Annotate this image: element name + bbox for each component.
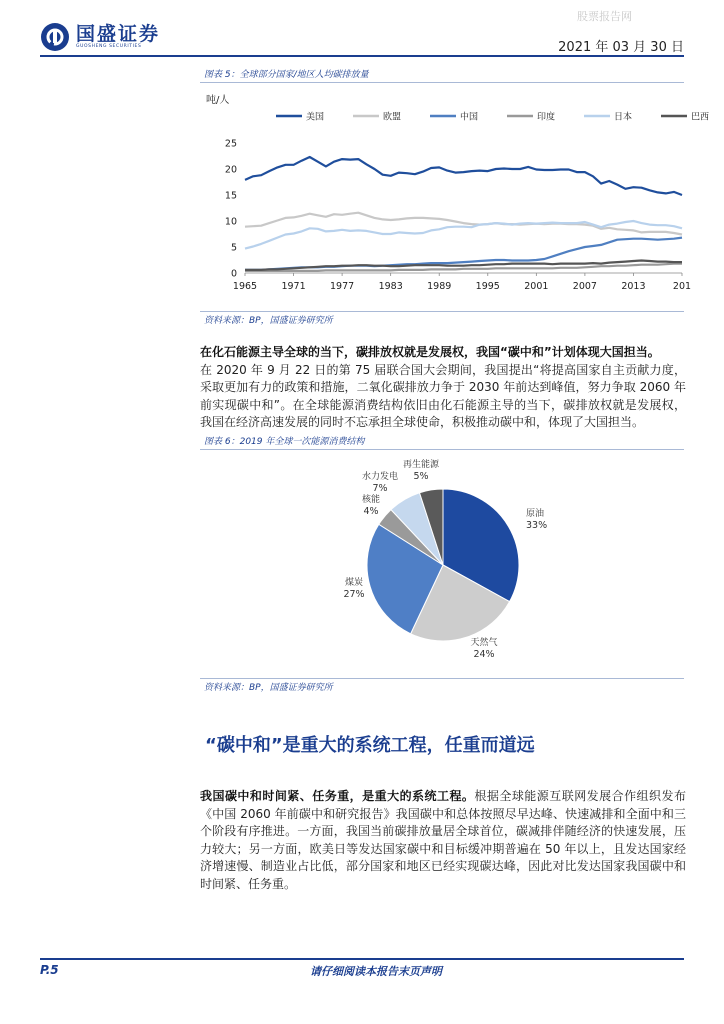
pie-slices [367,489,519,641]
y-tick-label: 25 [224,138,237,150]
pie-slice-value: 4% [363,506,379,517]
pie-slice-label: 煤炭 [344,578,364,588]
figure5-caption: 图表 5：全球部分国家/地区人均碳排放量 [204,70,369,80]
x-tick-label: 2013 [621,281,646,292]
paragraph1-lead: 在化石能源主导全球的当下，碳排放权就是发展权，我国“碳中和”计划体现大国担当。 [200,345,660,359]
pie-slice-value: 27% [343,589,365,600]
footer-divider [40,958,684,960]
figure5-source-rule [200,311,684,312]
paragraph2-lead: 我国碳中和时间紧、任务重，是重大的系统工程。 [200,789,475,803]
legend-label: 美国 [306,112,325,123]
report-date: 2021 年 03 月 30 日 [558,40,684,55]
x-tick-label: 1965 [232,281,258,292]
y-tick-label: 10 [224,216,237,228]
page-number: P.5 [40,963,59,977]
paragraph-carbon-neutral-challenge [200,788,686,894]
x-tick-label: 2007 [572,281,597,292]
energy-mix-pie-chart [200,452,686,676]
x-tick-label: 1977 [330,281,355,292]
header-divider [40,55,684,57]
paragraph2-body: 根据全球能源互联网发展合作组织发布《中国 2060 年前碳中和研究报告》我国碳中和总体按照尽早达峰、快速减排和全面中和三个阶段有序推进。一方面，我国当前碳排放量居全球首位，碳减排伴随经济的快速发展，压力较大；另一方面，欧美日等发达国家碳中和目标缓冲期普遍在 50 年以上，且发达国家经济增速慢、制造业占比低，部分国家和地区已经实现碳达峰，因此对比发达国家我国碳中和时间紧、任务重。 [200,789,686,891]
legend-label: 中国 [460,112,479,123]
y-tick-label: 20 [224,164,237,176]
pie-slice-label: 核能 [361,495,381,505]
x-tick-label: 1983 [378,281,403,292]
y-tick-label: 0 [230,268,237,280]
series-line [245,157,682,195]
figure6-caption-rule [200,449,684,450]
series-line [245,221,682,249]
logo-icon [40,22,70,52]
x-tick-label: 2001 [524,281,549,292]
y-axis-ticks [225,139,237,280]
per-capita-emissions-chart [200,86,710,302]
logo-cn-text: 国盛证券 [76,23,161,45]
figure6-source-rule [200,678,684,679]
figure5-source: 资料来源：BP，国盛证券研究所 [204,316,333,326]
pie-slice-value: 7% [372,483,388,494]
legend-label: 日本 [614,112,633,123]
watermark-text: 股票报告网 [577,10,632,23]
x-axis-ticks [233,273,691,292]
figure6-caption: 图表 6：2019 年全球一次能源消费结构 [204,437,365,447]
pie-slice-value: 33% [526,520,548,531]
y-tick-label: 15 [224,190,237,202]
pie-slice-label: 天然气 [470,638,498,648]
y-tick-label: 5 [230,242,237,254]
figure6-source: 资料来源：BP，国盛证券研究所 [204,683,333,693]
x-tick-label: 1995 [475,281,500,292]
series-lines [245,157,682,271]
x-tick-label: 201 [672,281,692,292]
legend-label: 欧盟 [383,112,402,123]
legend-label: 印度 [537,112,556,123]
brand-logo [40,20,160,54]
footer-disclaimer: 请仔细阅读本报告末页声明 [310,965,442,978]
figure5-caption-rule [200,82,684,83]
logo-en-text: GUOSHENG SECURITIES [76,44,142,49]
pie-slice-value: 24% [473,649,495,660]
paragraph-carbon-rights [200,344,686,432]
pie-slice-label: 再生能源 [402,460,440,470]
x-tick-label: 1989 [427,281,452,292]
section-title: “碳中和”是重大的系统工程，任重而道远 [205,735,535,756]
paragraph1-body: 在 2020 年 9 月 22 日的第 75 届联合国大会期间，我国提出“将提高国家自主贡献力度，采取更加有力的政策和措施，二氧化碳排放力争于 2030 年前达到峰值，努力争取 2060 年前实现碳中和”。在全球能源消费结构依旧由化石能源主导的当下，碳排放权就是发展权，我国在经济高速发展的同时不忘承担全球使命，积极推动碳中和，体现了大国担当。 [200,362,686,430]
chart-legend [276,111,709,123]
pie-slice-label: 水力发电 [361,472,399,482]
x-tick-label: 1971 [281,281,306,292]
y-axis-label: 吨/人 [206,95,230,106]
pie-slice-value: 5% [413,471,429,482]
pie-slice-label: 原油 [526,509,545,519]
legend-label: 巴西 [691,112,710,123]
